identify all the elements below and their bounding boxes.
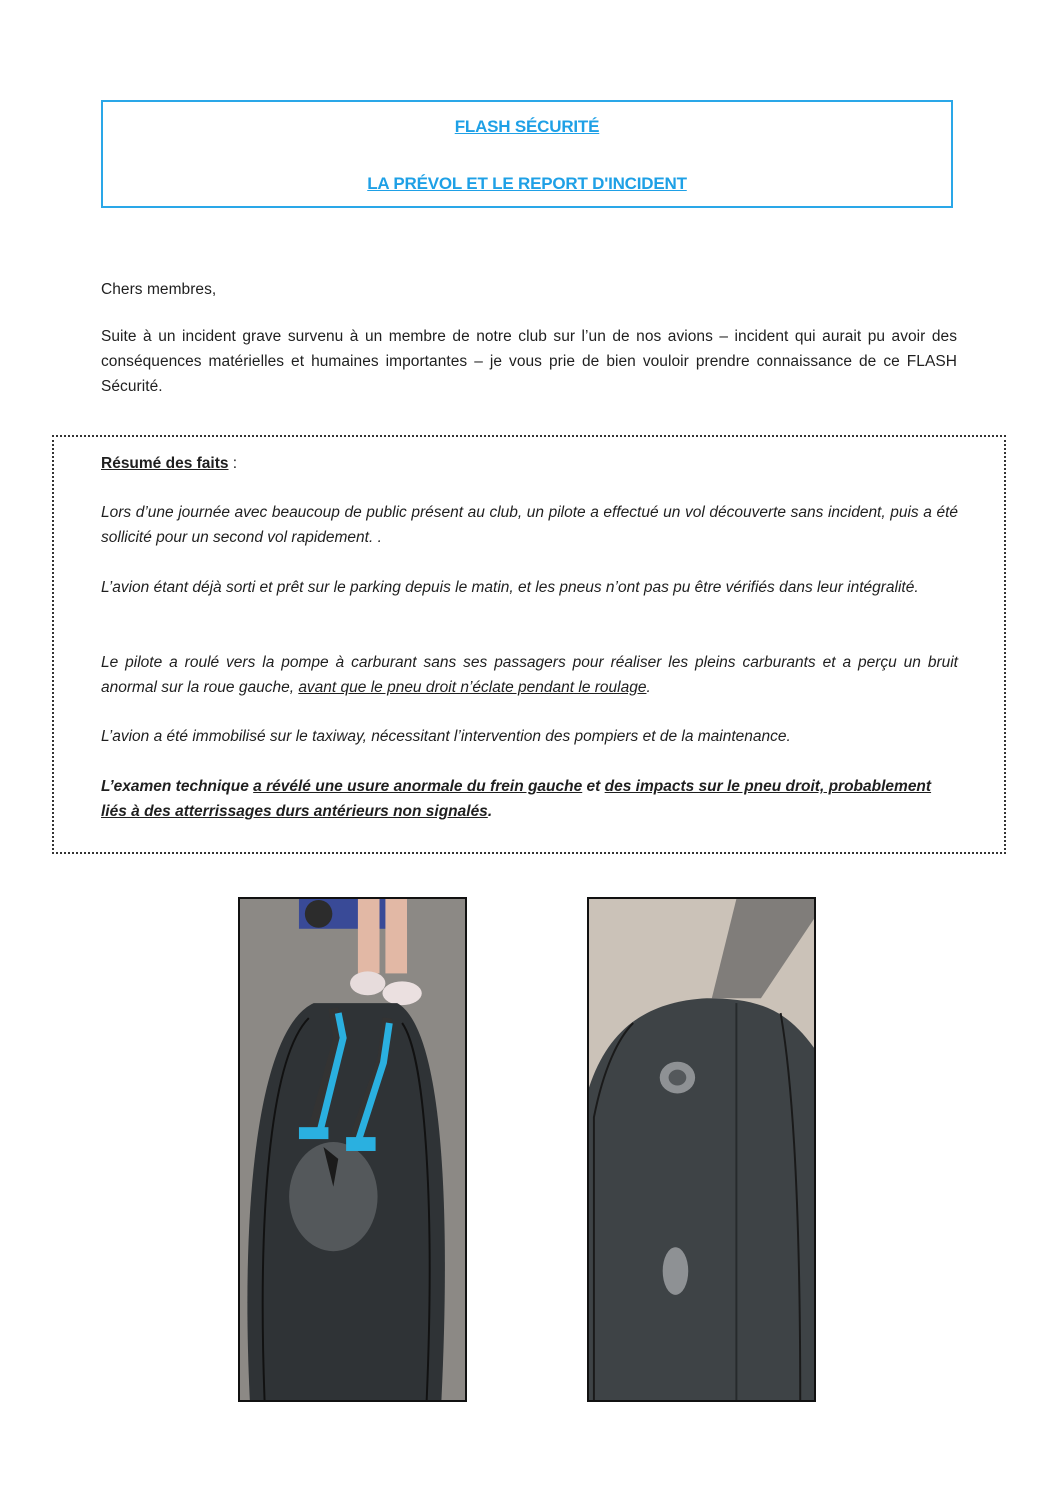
p3-text: Le pilote a roulé vers la pompe à carburant sans ses passagers pour réaliser les pleins carburants et a perçu un bruit anormal sur la roue gauche, — [101, 654, 958, 696]
tire-photo-right-graphic — [589, 899, 814, 1400]
summary-heading-suffix: : — [228, 455, 238, 472]
document-subtitle: LA PRÉVOL ET LE REPORT D'INCIDENT — [367, 174, 687, 193]
summary-paragraph-1: Lors d’une journée avec beaucoup de public présent au club, un pilote a effectué un vol découverte sans incident, puis a été sollicité pour un second vol rapidement. . — [101, 504, 958, 546]
summary-paragraph-4: L’avion a été immobilisé sur le taxiway, nécessitant l’intervention des pompiers et de la maintenance. — [101, 728, 791, 745]
greeting: Chers membres, — [101, 281, 217, 298]
p5-part1: L’examen technique — [101, 778, 254, 795]
summary-paragraph-3 — [101, 650, 958, 700]
title-box — [101, 100, 953, 208]
p5-part3: et — [582, 778, 605, 795]
intro-paragraph: Suite à un incident grave survenu à un membre de notre club sur l’un de nos avions – incident qui aurait pu avoir des conséquences matérielles et humaines importantes – je vous prie de bien vouloir prendre connaissance de ce FLASH Sécurité. — [101, 328, 957, 395]
summary-heading-line — [101, 451, 958, 476]
p5-part4: des impacts sur le pneu droit, probablement liés à des atterrissages durs antérieurs non signalés — [101, 778, 932, 820]
summary-paragraph-2: L’avion étant déjà sorti et prêt sur le parking depuis le matin, et les pneus n’ont pas pu être vérifiés dans leur intégralité. — [101, 579, 919, 596]
summary-paragraph-5 — [101, 774, 958, 824]
p3-end: . — [646, 679, 651, 696]
document-title: FLASH SÉCURITÉ — [454, 117, 600, 136]
p5-part5: . — [487, 803, 493, 820]
p3-underlined: avant que le pneu droit n’éclate pendant le roulage — [298, 679, 647, 696]
worn-tire-photo — [587, 897, 816, 1402]
summary-heading: Résumé des faits — [101, 455, 229, 472]
summary-box — [52, 435, 1006, 854]
tire-photo-left-graphic — [240, 899, 465, 1400]
p5-part2: a révélé une usure anormale du frein gauche — [253, 778, 583, 795]
tire-with-pliers-photo — [238, 897, 467, 1402]
